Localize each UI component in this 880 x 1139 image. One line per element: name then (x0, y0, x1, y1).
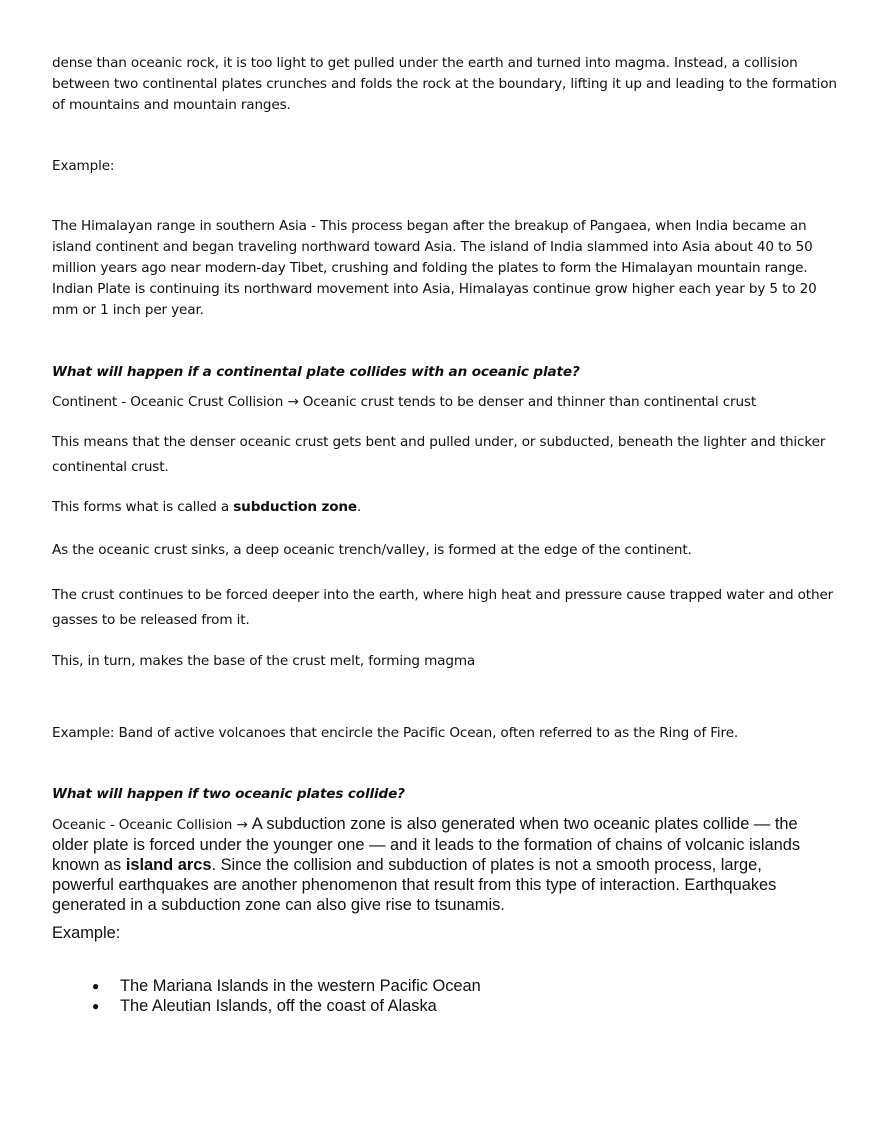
list-item: ● The Mariana Islands in the western Pacific Ocean (88, 976, 481, 996)
subduction-zone-paragraph (52, 497, 842, 518)
intro-paragraph: dense than oceanic rock, it is too light to get pulled under the earth and turned into magma. Instead, a collision between two continental plates crunches and folds the rock at the boundary, lifting it up and leading to the formation of mountains and mountain ranges. (52, 55, 837, 113)
island-arc-examples-list (88, 976, 481, 1016)
trench-paragraph: As the oceanic crust sinks, a deep oceanic trench/valley, is formed at the edge of the continent. (52, 542, 692, 558)
subduction-zone-term: subduction zone (233, 499, 357, 515)
oceanic-collision-text-2: . Since the collision and subduction of plates is not a smooth process, large, powerful earthquakes are another phenomenon that result from this type of interaction. Earthquakes generated in a subduction zone can also give rise to tsunamis. (52, 856, 777, 914)
list-item: ● The Aleutian Islands, off the coast of Alaska (88, 996, 481, 1016)
continent-oceanic-line: Continent - Oceanic Crust Collision → Oceanic crust tends to be denser and thinner than continental crust (52, 394, 757, 410)
subduction-prefix: This forms what is called a (52, 499, 234, 515)
ring-of-fire-paragraph: Example: Band of active volcanoes that encircle the Pacific Ocean, often referred to as the Ring of Fire. (52, 725, 739, 741)
deeper-paragraph: The crust continues to be forced deeper into the earth, where high heat and pressure cause trapped water and other gasses to be released from it. (52, 587, 834, 628)
denser-crust-paragraph: This means that the denser oceanic crust gets bent and pulled under, or subducted, beneath the lighter and thicker continental crust. (52, 434, 826, 475)
island-arcs-term: island arcs (125, 856, 212, 874)
himalaya-paragraph: The Himalayan range in southern Asia - This process began after the breakup of Pangaea, when India became an island continent and began traveling northward toward Asia. The island of India slammed into Asia about 40 to 50 million years ago near modern-day Tibet, crushing and folding the plates to form the Himalayan mountain range. Indian Plate is continuing its northward movement into Asia, Himalayas continue grow higher each year by 5 to 20 mm or 1 inch per year. (52, 218, 817, 318)
example-label-3: Example: (52, 924, 121, 942)
magma-paragraph: This, in turn, makes the base of the crust melt, forming magma (52, 653, 476, 669)
question-continental-oceanic: What will happen if a continental plate collides with an oceanic plate? (52, 364, 580, 380)
oceanic-oceanic-paragraph (52, 814, 828, 915)
question-two-oceanic: What will happen if two oceanic plates collide? (52, 786, 405, 802)
example-label-1: Example: (52, 158, 115, 174)
oceanic-collision-prefix: Oceanic - Oceanic Collision → (52, 817, 252, 833)
oceanic-collision-text-1: A subduction zone is also generated when two oceanic plates collide — the older plate is forced under the younger one — and it leads to the formation of chains of volcanic islands known as (52, 815, 801, 874)
subduction-suffix: . (357, 499, 362, 515)
